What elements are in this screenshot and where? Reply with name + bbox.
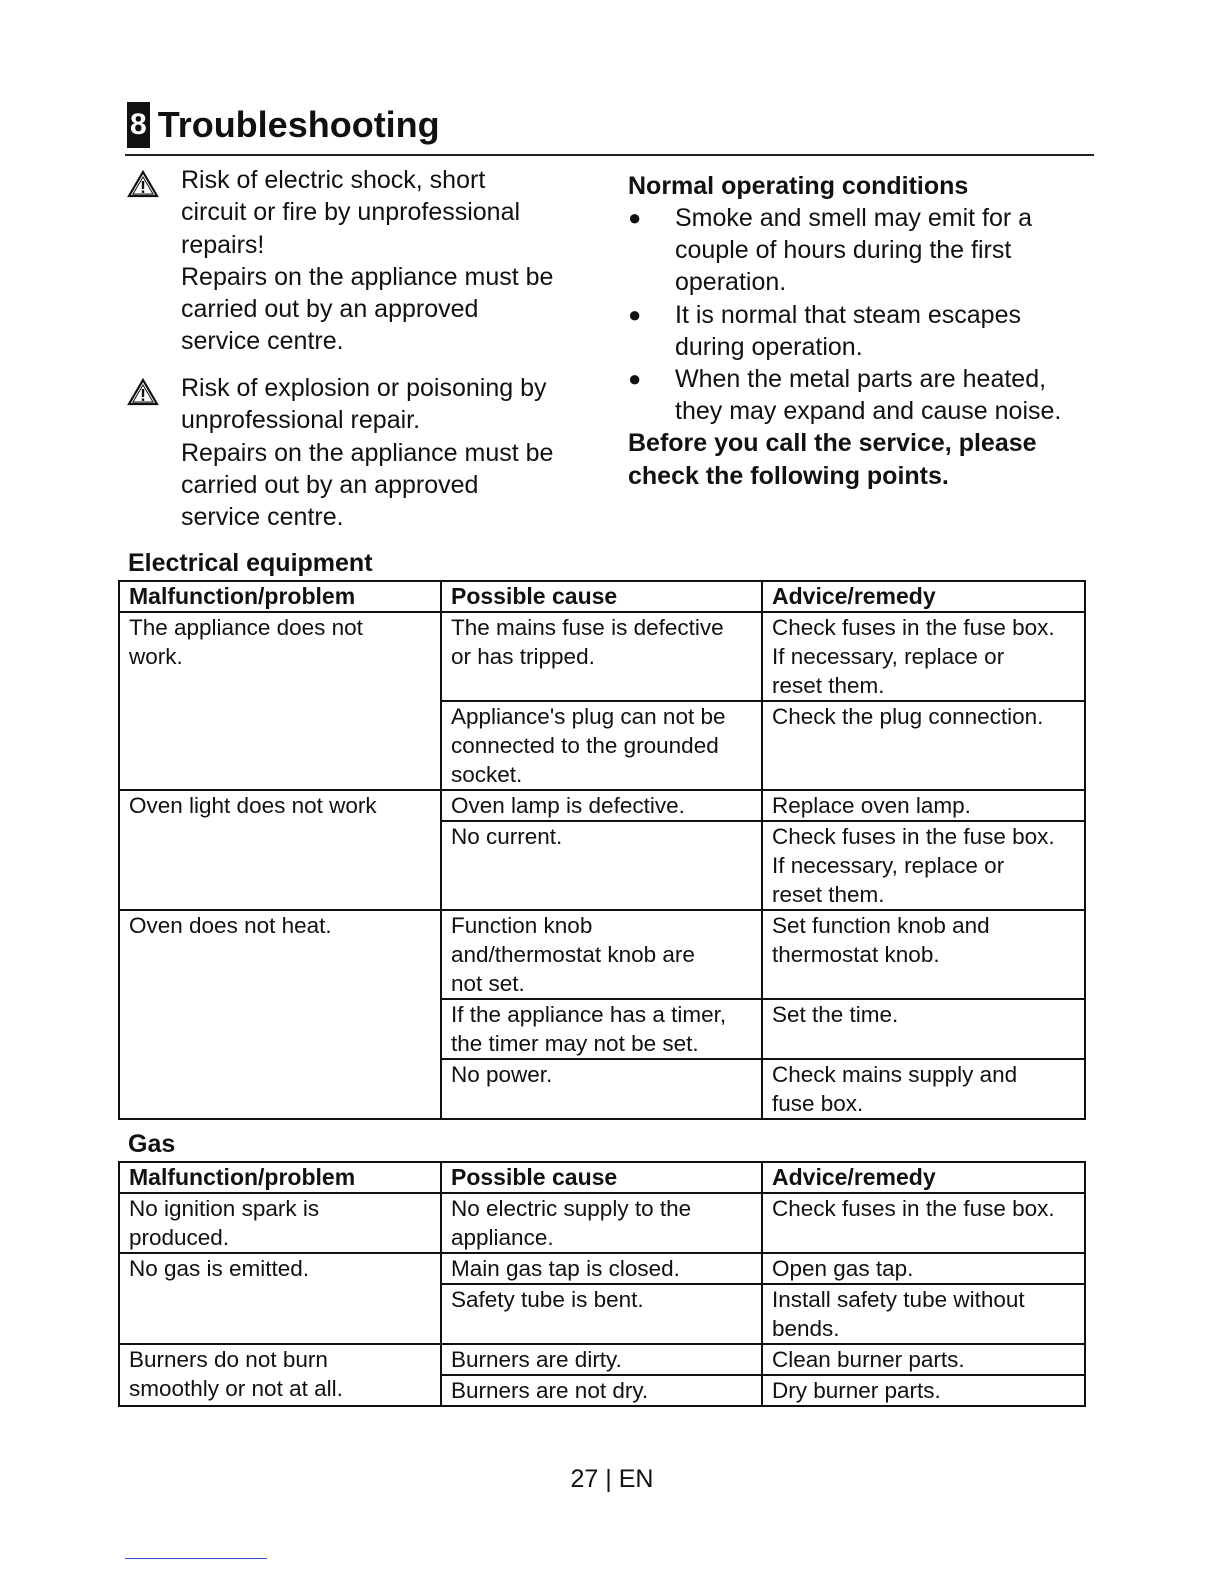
cell-line: Replace oven lamp. — [772, 793, 971, 818]
cell-line: Check fuses in the fuse box. — [772, 1196, 1055, 1221]
cause-cell — [441, 612, 762, 701]
table-row — [119, 1344, 1085, 1375]
list-item — [628, 202, 1098, 299]
cell-line: Check the plug connection. — [772, 704, 1044, 729]
cell-line: reset them. — [772, 882, 885, 907]
table-row — [119, 1193, 1085, 1253]
warning-triangle-icon — [127, 170, 159, 198]
cell-line: Appliance's plug can not be — [451, 704, 726, 729]
cell-line: The appliance does not — [129, 615, 363, 640]
remedy-cell — [762, 1344, 1085, 1375]
cell-line: socket. — [451, 762, 523, 787]
normal-conditions-list — [628, 202, 1098, 427]
warning-line: unprofessional repair. — [181, 406, 421, 435]
problem-cell — [119, 1253, 441, 1344]
cell-line: reset them. — [772, 673, 885, 698]
cell-line: Check fuses in the fuse box. — [772, 824, 1055, 849]
cell-line: Function knob — [451, 913, 593, 938]
column-header-remedy: Advice/remedy — [762, 581, 1085, 612]
bottom-divider — [125, 1558, 267, 1559]
remedy-cell — [762, 790, 1085, 821]
cell-line: Burners are not dry. — [451, 1378, 649, 1403]
cause-cell — [441, 999, 762, 1059]
cell-line: and/thermostat knob are — [451, 942, 695, 967]
cell-line: Burners are dirty. — [451, 1347, 622, 1372]
cell-line: Burners do not burn — [129, 1347, 328, 1372]
table-header-row — [119, 581, 1085, 612]
cell-line: the timer may not be set. — [451, 1031, 699, 1056]
cell-line: Safety tube is bent. — [451, 1287, 644, 1312]
section-title: Troubleshooting — [157, 104, 440, 145]
cause-cell — [441, 1284, 762, 1344]
cell-line: smoothly or not at all. — [129, 1376, 343, 1401]
cell-line: If the appliance has a timer, — [451, 1002, 727, 1027]
cell-line: thermostat knob. — [772, 942, 940, 967]
list-item — [628, 363, 1098, 427]
problem-cell — [119, 1344, 441, 1406]
cause-cell — [441, 1344, 762, 1375]
cell-line: Dry burner parts. — [772, 1378, 941, 1403]
bullet-line: couple of hours during the first — [675, 236, 1012, 265]
cell-line: appliance. — [451, 1225, 554, 1250]
warning-line: Risk of explosion or poisoning by — [181, 374, 547, 402]
bullet-line: during operation. — [675, 332, 863, 361]
warning-line: circuit or fire by unprofessional — [181, 198, 521, 227]
problem-cell — [119, 612, 441, 790]
cell-line: Check fuses in the fuse box. — [772, 615, 1055, 640]
heading-divider — [125, 154, 1094, 156]
cause-cell — [441, 1375, 762, 1406]
cell-line: No electric supply to the — [451, 1196, 692, 1221]
bullet-icon: ● — [628, 205, 642, 230]
cell-line: Oven lamp is defective. — [451, 793, 685, 818]
cell-line: Set the time. — [772, 1002, 899, 1027]
cause-cell — [441, 790, 762, 821]
bullet-line: operation. — [675, 268, 787, 297]
table-row — [119, 790, 1085, 821]
remedy-cell — [762, 1193, 1085, 1253]
service-note — [628, 427, 1098, 493]
cell-line: produced. — [129, 1225, 230, 1250]
warning-line: service centre. — [181, 503, 344, 532]
cell-line: Clean burner parts. — [772, 1347, 965, 1372]
warning-line: Repairs on the appliance must be — [181, 438, 554, 467]
table-row — [119, 910, 1085, 999]
cause-cell — [441, 1193, 762, 1253]
remedy-cell — [762, 821, 1085, 910]
cell-line: not set. — [451, 971, 525, 996]
problem-cell — [119, 790, 441, 910]
cell-line: Oven light does not work — [129, 793, 377, 818]
warning-line: repairs! — [181, 230, 265, 259]
normal-conditions-heading: Normal operating conditions — [628, 172, 969, 200]
page-number: 27 | EN — [570, 1465, 654, 1493]
bullet-line: they may expand and cause noise. — [675, 397, 1062, 426]
problem-cell — [119, 910, 441, 1119]
table-row — [119, 1253, 1085, 1284]
gas-title: Gas — [128, 1130, 176, 1158]
bullet-line: It is normal that steam escapes — [675, 300, 1021, 329]
cause-cell — [441, 821, 762, 910]
cell-line: No power. — [451, 1062, 553, 1087]
cell-line: Set function knob and — [772, 913, 990, 938]
warning-triangle-icon — [127, 378, 159, 406]
cell-line: If necessary, replace or — [772, 853, 1005, 878]
remedy-cell — [762, 910, 1085, 999]
cause-cell — [441, 1253, 762, 1284]
bullet-icon: ● — [628, 301, 642, 327]
problem-cell — [119, 1193, 441, 1253]
cell-line: If necessary, replace or — [772, 644, 1005, 669]
table-row — [119, 612, 1085, 701]
list-item — [628, 299, 1098, 363]
cell-line: The mains fuse is defective — [451, 615, 724, 640]
column-header-remedy: Advice/remedy — [762, 1162, 1085, 1193]
cause-cell — [441, 910, 762, 999]
column-header-problem: Malfunction/problem — [119, 1162, 441, 1193]
note-line: Before you call the service, please — [628, 429, 1037, 458]
warning-line: carried out by an approved — [181, 295, 479, 324]
remedy-cell — [762, 1253, 1085, 1284]
column-header-cause: Possible cause — [441, 581, 762, 612]
warning-line: service centre. — [181, 327, 344, 356]
cell-line: Open gas tap. — [772, 1256, 914, 1281]
warning-text — [181, 372, 601, 533]
cell-line: Main gas tap is closed. — [451, 1256, 680, 1281]
cell-line: Oven does not heat. — [129, 913, 332, 938]
column-header-cause: Possible cause — [441, 1162, 762, 1193]
warning-line: Risk of electric shock, short — [181, 166, 486, 194]
warning-line: carried out by an approved — [181, 470, 479, 499]
remedy-cell — [762, 999, 1085, 1059]
cell-line: Check mains supply and — [772, 1062, 1018, 1087]
cell-line: No ignition spark is — [129, 1196, 320, 1221]
remedy-cell — [762, 1375, 1085, 1406]
cell-line: No current. — [451, 824, 563, 849]
gas-troubleshooting-table — [118, 1161, 1086, 1407]
cell-line: work. — [129, 644, 183, 669]
cell-line: bends. — [772, 1316, 840, 1341]
cause-cell — [441, 1059, 762, 1119]
cell-line: Install safety tube without — [772, 1287, 1025, 1312]
remedy-cell — [762, 701, 1085, 790]
cell-line: No gas is emitted. — [129, 1256, 310, 1281]
cell-line: fuse box. — [772, 1091, 864, 1116]
normal-operating-conditions — [628, 170, 1098, 493]
bullet-icon: ● — [628, 366, 642, 392]
electrical-equipment-title: Electrical equipment — [128, 549, 373, 577]
remedy-cell — [762, 1284, 1085, 1344]
electrical-troubleshooting-table — [118, 580, 1086, 1120]
note-line: check the following points. — [628, 462, 949, 491]
warning-line: Repairs on the appliance must be — [181, 262, 554, 291]
column-header-problem: Malfunction/problem — [119, 581, 441, 612]
bullet-line: Smoke and smell may emit for a — [675, 204, 1033, 232]
cell-line: or has tripped. — [451, 644, 595, 669]
cell-line: connected to the grounded — [451, 733, 719, 758]
remedy-cell — [762, 612, 1085, 701]
table-header-row — [119, 1162, 1085, 1193]
remedy-cell — [762, 1059, 1085, 1119]
section-heading — [127, 100, 440, 150]
cause-cell — [441, 701, 762, 790]
warning-text — [181, 164, 601, 358]
bullet-line: When the metal parts are heated, — [675, 365, 1047, 394]
section-number-badge: 8 — [127, 102, 150, 148]
